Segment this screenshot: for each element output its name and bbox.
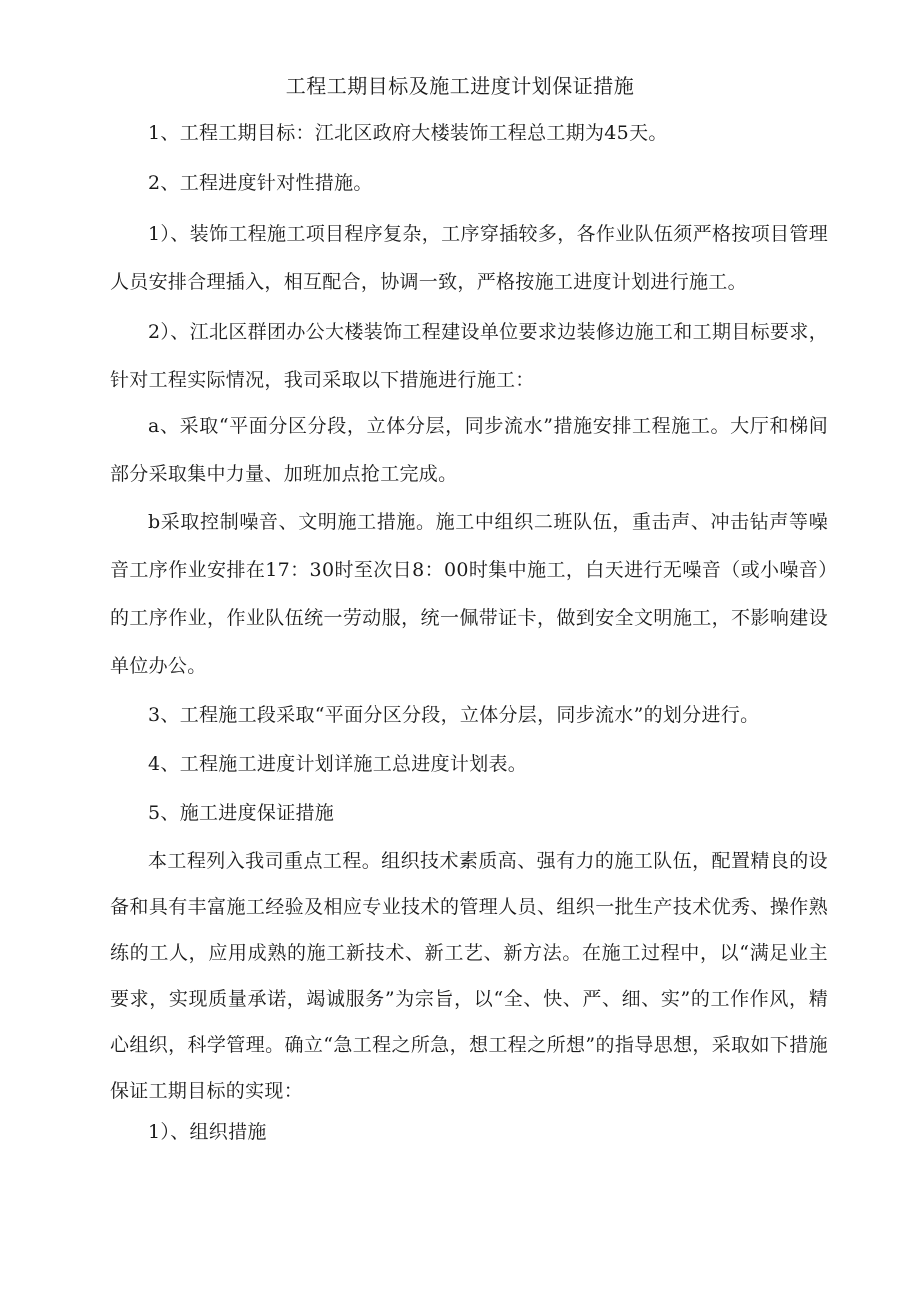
paragraph-measure-b: b采取控制噪音、文明施工措施。施工中组织二班队伍，重击声、冲击钻声等噪音工序作业安排在17：30时至次日8：00时集中施工，白天进行无噪音（或小噪音）的工序作业，作业队伍统一劳动服，统一佩带证卡，做到安全文明施工，不影响建设单位办公。 [110, 511, 828, 677]
paragraph-schedule-goal: 1、工程工期目标：江北区政府大楼装饰工程总工期为45天。 [148, 122, 668, 144]
document-title: 工程工期目标及施工进度计划保证措施 [285, 74, 635, 98]
paragraph-measure-a: a、采取“平面分区分段，立体分层，同步流水”措施安排工程施工。大厅和梯间部分采取集中力量、加班加点抢工完成。 [110, 415, 828, 485]
paragraph-construction-section: 3、工程施工段采取“平面分区分段，立体分层，同步流水”的划分进行。 [148, 704, 760, 726]
paragraph-progress-measures: 2、工程进度针对性措施。 [148, 172, 373, 194]
paragraph-key-project: 本工程列入我司重点工程。组织技术素质高、强有力的施工队伍，配置精良的设备和具有丰富施工经验及相应专业技术的管理人员、组织一批生产技术优秀、操作熟练的工人，应用成熟的施工新技术、新工艺、新方法。在施工过程中，以“满足业主要求，实现质量承诺，竭诚服务”为宗旨，以“全、快、严、细、实”的工作作风，精心组织，科学管理。确立“急工程之所急，想工程之所想”的指导思想，采取如下措施保证工期目标的实现： [110, 850, 828, 1102]
paragraph-measure-2: 2）、江北区群团办公大楼装饰工程建设单位要求边装修边施工和工期目标要求，针对工程实际情况，我司采取以下措施进行施工： [110, 321, 828, 391]
paragraph-organization-measures: 1）、组织措施 [148, 1121, 267, 1143]
paragraph-progress-plan: 4、工程施工进度计划详施工总进度计划表。 [148, 753, 528, 775]
paragraph-progress-guarantee: 5、施工进度保证措施 [148, 802, 335, 824]
paragraph-measure-1: 1）、装饰工程施工项目程序复杂，工序穿插较多，各作业队伍须严格按项目管理人员安排合理插入，相互配合，协调一致，严格按施工进度计划进行施工。 [110, 223, 828, 293]
